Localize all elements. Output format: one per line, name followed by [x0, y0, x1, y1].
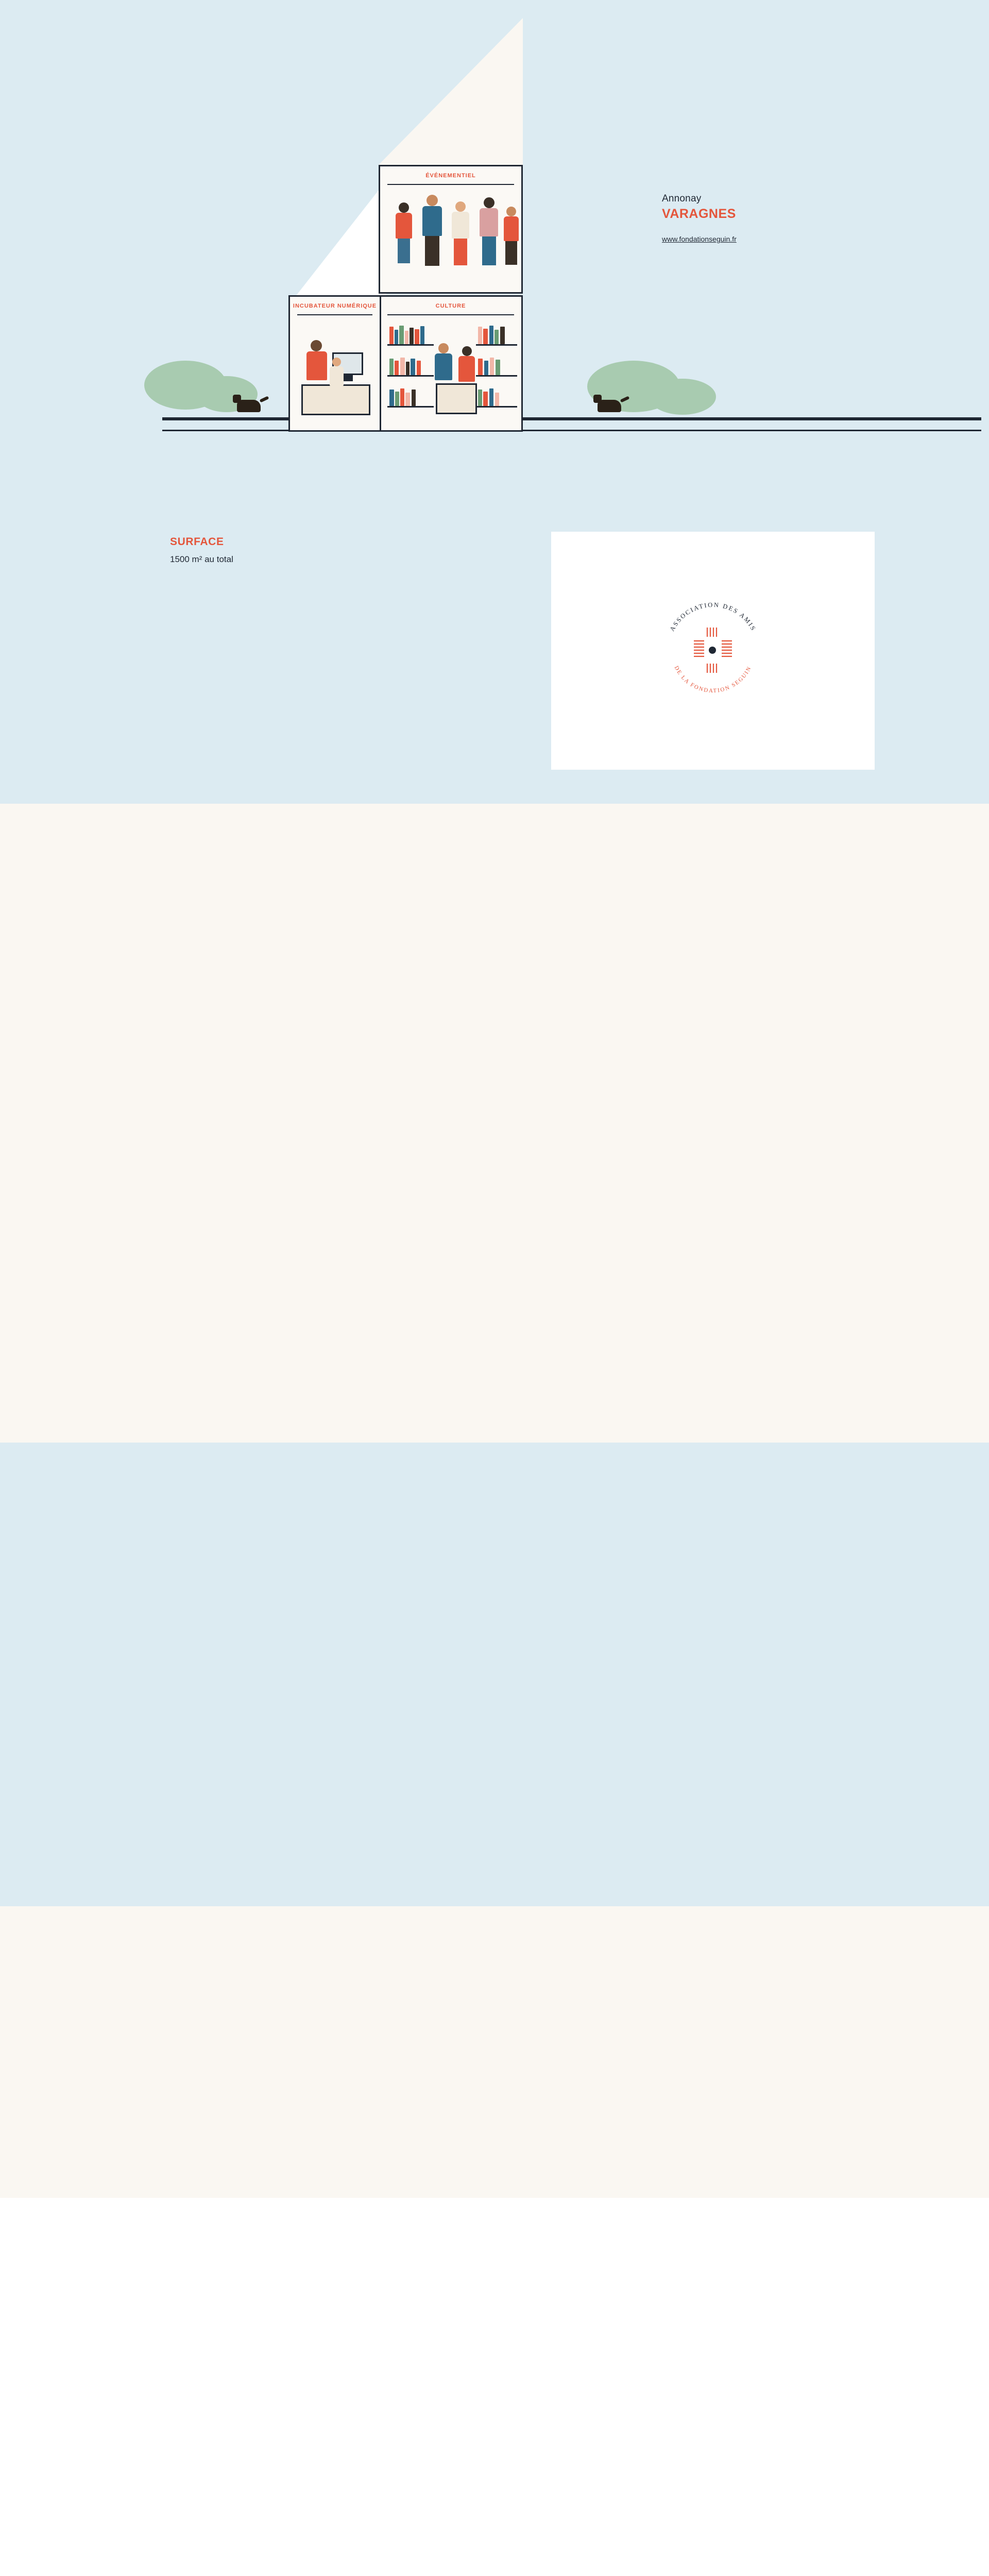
zone-incubateur-numerique: [288, 295, 381, 432]
acteurs-section: [0, 1906, 989, 2198]
hero-text-block: [662, 193, 868, 244]
bookshelf: [387, 375, 434, 377]
building-structure: [293, 10, 567, 422]
hero-section: [0, 0, 989, 804]
roof-shape: [379, 18, 523, 165]
hero-place-name: VARAGNES: [662, 207, 736, 221]
person-figure: [394, 202, 414, 264]
association-logo: [654, 591, 772, 710]
logo-card: [551, 532, 875, 770]
cat-icon: [237, 400, 261, 412]
desk: [301, 384, 370, 415]
person-figure: [420, 195, 444, 267]
person-figure: [450, 201, 472, 266]
cat-icon: [598, 400, 621, 412]
zone-culture-label: CULTURE: [435, 303, 466, 309]
zone-culture: [379, 295, 523, 432]
divider: [387, 184, 514, 185]
person-figure: [305, 340, 328, 387]
person-figure: [503, 207, 520, 265]
ground-line: [162, 417, 981, 420]
divider: [387, 314, 514, 315]
person-figure: [478, 197, 501, 266]
bookshelf: [476, 375, 517, 377]
person-figure: [457, 346, 476, 385]
ground-line-secondary: [162, 430, 981, 431]
idee-section: [0, 1443, 989, 1906]
bush-shape: [649, 379, 716, 415]
person-figure: [434, 343, 453, 385]
zone-incubateur-label: INCUBATEUR NUMÉRIQUE: [293, 303, 377, 309]
counter-desk: [436, 383, 477, 414]
surface-title: SURFACE: [170, 536, 224, 548]
bookshelf: [476, 406, 517, 408]
person-figure: [329, 358, 345, 387]
surface-block: [170, 536, 233, 565]
divider: [297, 314, 372, 315]
zone-evenementiel: [379, 165, 523, 294]
roof-shape-left: [294, 180, 386, 299]
zone-evenementiel-label: ÉVÉNEMENTIEL: [425, 173, 476, 179]
bookshelf: [387, 406, 434, 408]
bookshelf: [387, 344, 434, 346]
hero-city: Annonay: [662, 193, 702, 204]
website-link[interactable]: www.fondationseguin.fr: [662, 235, 737, 243]
svg-text:DE LA FONDATION SEGUIN: DE LA FONDATION SEGUIN: [673, 665, 753, 694]
localisation-section: [0, 804, 989, 1443]
surface-value: 1500 m² au total: [170, 554, 233, 564]
bookshelf: [476, 344, 517, 346]
svg-text:ASSOCIATION DES AMIS: ASSOCIATION DES AMIS: [668, 601, 758, 633]
